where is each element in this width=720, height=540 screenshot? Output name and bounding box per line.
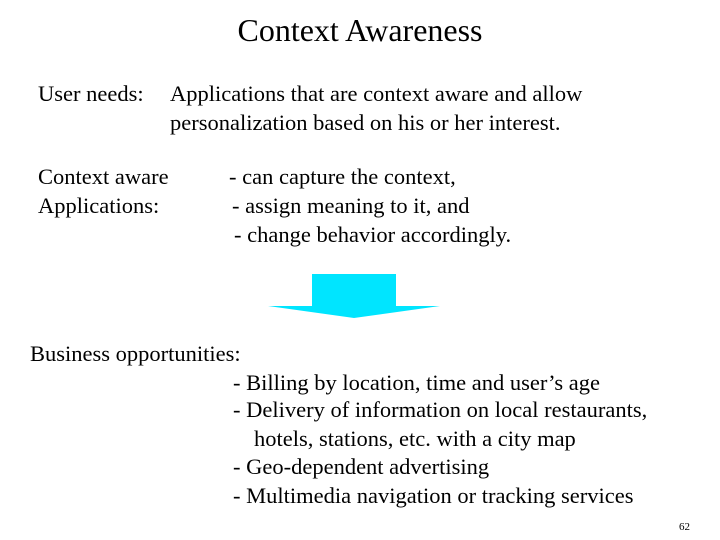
business-item: - Delivery of information on local restaurants, — [233, 397, 648, 422]
page-number: 62 — [679, 521, 690, 533]
business-item: - Billing by location, time and user’s age — [233, 370, 601, 395]
business-item: - Geo-dependent advertising — [233, 454, 490, 479]
context-aware-label-line-1: Context aware — [38, 164, 169, 189]
business-item: hotels, stations, etc. with a city map — [254, 426, 576, 451]
user-needs-line-2: personalization based on his or her interest. — [170, 110, 561, 135]
context-aware-label-line-2: Applications: — [38, 193, 160, 218]
slide-title: Context Awareness — [237, 12, 483, 48]
business-heading: Business opportunities: — [30, 341, 241, 366]
user-needs-line-1: Applications that are context aware and allow — [170, 81, 583, 106]
down-arrow-icon — [268, 274, 440, 320]
user-needs-label: User needs: — [38, 81, 144, 106]
context-aware-item: - can capture the context, — [229, 164, 456, 189]
context-aware-item: - assign meaning to it, and — [232, 193, 470, 218]
business-item: - Multimedia navigation or tracking services — [233, 483, 634, 508]
context-aware-item: - change behavior accordingly. — [234, 222, 512, 247]
